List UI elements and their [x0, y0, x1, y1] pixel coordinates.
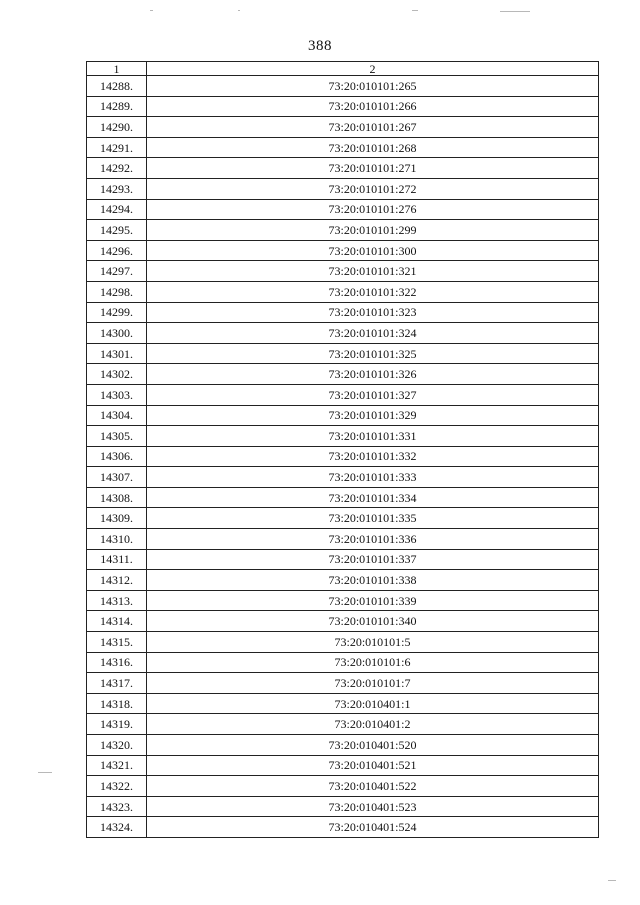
row-number-cell: 14307.	[87, 467, 147, 488]
header-row	[87, 62, 599, 76]
scan-speck	[38, 772, 52, 773]
table-row	[87, 384, 599, 405]
cadastral-number-cell: 73:20:010101:322	[147, 281, 599, 302]
table-row	[87, 796, 599, 817]
table-row	[87, 817, 599, 838]
cadastral-number-cell: 73:20:010101:337	[147, 549, 599, 570]
row-number-cell: 14320.	[87, 735, 147, 756]
table-row	[87, 776, 599, 797]
row-number-cell: 14296.	[87, 240, 147, 261]
row-number-cell: 14306.	[87, 446, 147, 467]
cadastral-number-cell: 73:20:010101:336	[147, 529, 599, 550]
cadastral-number-cell: 73:20:010401:522	[147, 776, 599, 797]
cadastral-number-cell: 73:20:010101:323	[147, 302, 599, 323]
cadastral-number-cell: 73:20:010101:324	[147, 323, 599, 344]
cadastral-number-cell: 73:20:010101:267	[147, 117, 599, 138]
table-row	[87, 735, 599, 756]
row-number-cell: 14324.	[87, 817, 147, 838]
row-number-cell: 14308.	[87, 487, 147, 508]
table-row	[87, 240, 599, 261]
cadastral-number-cell: 73:20:010101:276	[147, 199, 599, 220]
cadastral-number-cell: 73:20:010101:326	[147, 364, 599, 385]
table-row	[87, 549, 599, 570]
table-row	[87, 220, 599, 241]
table-row	[87, 364, 599, 385]
cadastral-number-cell: 73:20:010401:521	[147, 755, 599, 776]
page-number: 388	[308, 38, 332, 54]
table-row	[87, 508, 599, 529]
column-header-cadastral-number: 2	[147, 62, 599, 76]
row-number-cell: 14293.	[87, 178, 147, 199]
cadastral-number-cell: 73:20:010401:524	[147, 817, 599, 838]
row-number-cell: 14313.	[87, 590, 147, 611]
cadastral-number-cell: 73:20:010101:335	[147, 508, 599, 529]
cadastral-number-cell: 73:20:010101:272	[147, 178, 599, 199]
row-number-cell: 14315.	[87, 632, 147, 653]
cadastral-number-cell: 73:20:010101:331	[147, 426, 599, 447]
table-row	[87, 632, 599, 653]
scan-speck	[412, 10, 418, 11]
cadastral-number-cell: 73:20:010401:1	[147, 693, 599, 714]
cadastral-number-cell: 73:20:010401:2	[147, 714, 599, 735]
table-row	[87, 281, 599, 302]
table-row	[87, 261, 599, 282]
table-row	[87, 652, 599, 673]
table-row	[87, 302, 599, 323]
row-number-cell: 14316.	[87, 652, 147, 673]
table-row	[87, 405, 599, 426]
row-number-cell: 14289.	[87, 96, 147, 117]
row-number-cell: 14305.	[87, 426, 147, 447]
row-number-cell: 14321.	[87, 755, 147, 776]
cadastral-number-cell: 73:20:010101:338	[147, 570, 599, 591]
table-row	[87, 467, 599, 488]
cadastral-number-cell: 73:20:010401:520	[147, 735, 599, 756]
cadastral-number-cell: 73:20:010101:265	[147, 76, 599, 97]
cadastral-number-cell: 73:20:010101:299	[147, 220, 599, 241]
table-row	[87, 178, 599, 199]
row-number-cell: 14314.	[87, 611, 147, 632]
row-number-cell: 14300.	[87, 323, 147, 344]
cadastral-number-cell: 73:20:010101:332	[147, 446, 599, 467]
row-number-cell: 14303.	[87, 384, 147, 405]
table-row	[87, 590, 599, 611]
row-number-cell: 14309.	[87, 508, 147, 529]
table-row	[87, 158, 599, 179]
cadastral-number-cell: 73:20:010101:340	[147, 611, 599, 632]
table-row	[87, 611, 599, 632]
cadastral-number-cell: 73:20:010101:327	[147, 384, 599, 405]
row-number-cell: 14295.	[87, 220, 147, 241]
table-row	[87, 693, 599, 714]
row-number-cell: 14323.	[87, 796, 147, 817]
row-number-cell: 14318.	[87, 693, 147, 714]
row-number-cell: 14298.	[87, 281, 147, 302]
table-row	[87, 199, 599, 220]
row-number-cell: 14302.	[87, 364, 147, 385]
cadastral-number-cell: 73:20:010101:271	[147, 158, 599, 179]
cadastral-number-cell: 73:20:010101:300	[147, 240, 599, 261]
table-row	[87, 446, 599, 467]
cadastral-number-cell: 73:20:010101:339	[147, 590, 599, 611]
cadastral-number-cell: 73:20:010101:333	[147, 467, 599, 488]
row-number-cell: 14312.	[87, 570, 147, 591]
row-number-cell: 14291.	[87, 137, 147, 158]
registry-table	[86, 61, 599, 838]
table-row	[87, 487, 599, 508]
row-number-cell: 14317.	[87, 673, 147, 694]
row-number-cell: 14297.	[87, 261, 147, 282]
cadastral-number-cell: 73:20:010101:268	[147, 137, 599, 158]
table-row	[87, 570, 599, 591]
row-number-cell: 14319.	[87, 714, 147, 735]
cadastral-number-cell: 73:20:010101:325	[147, 343, 599, 364]
table-row	[87, 673, 599, 694]
row-number-cell: 14311.	[87, 549, 147, 570]
cadastral-number-cell: 73:20:010101:329	[147, 405, 599, 426]
scan-speck	[608, 880, 616, 881]
cadastral-number-cell: 73:20:010101:7	[147, 673, 599, 694]
table-row	[87, 137, 599, 158]
row-number-cell: 14299.	[87, 302, 147, 323]
table-row	[87, 714, 599, 735]
row-number-cell: 14304.	[87, 405, 147, 426]
table-row	[87, 323, 599, 344]
row-number-cell: 14288.	[87, 76, 147, 97]
cadastral-number-cell: 73:20:010401:523	[147, 796, 599, 817]
column-header-number: 1	[87, 62, 147, 76]
table-header	[87, 62, 599, 76]
scan-speck	[238, 10, 240, 11]
scan-speck	[150, 10, 153, 11]
table-row	[87, 426, 599, 447]
table-body	[87, 76, 599, 838]
row-number-cell: 14292.	[87, 158, 147, 179]
scan-speck	[500, 11, 530, 12]
cadastral-number-cell: 73:20:010101:6	[147, 652, 599, 673]
row-number-cell: 14322.	[87, 776, 147, 797]
row-number-cell: 14294.	[87, 199, 147, 220]
table-row	[87, 755, 599, 776]
cadastral-number-cell: 73:20:010101:334	[147, 487, 599, 508]
row-number-cell: 14310.	[87, 529, 147, 550]
table-row	[87, 117, 599, 138]
row-number-cell: 14290.	[87, 117, 147, 138]
cadastral-number-cell: 73:20:010101:5	[147, 632, 599, 653]
table-row	[87, 76, 599, 97]
table-row	[87, 96, 599, 117]
cadastral-number-cell: 73:20:010101:321	[147, 261, 599, 282]
cadastral-number-cell: 73:20:010101:266	[147, 96, 599, 117]
row-number-cell: 14301.	[87, 343, 147, 364]
table-row	[87, 343, 599, 364]
table-row	[87, 529, 599, 550]
